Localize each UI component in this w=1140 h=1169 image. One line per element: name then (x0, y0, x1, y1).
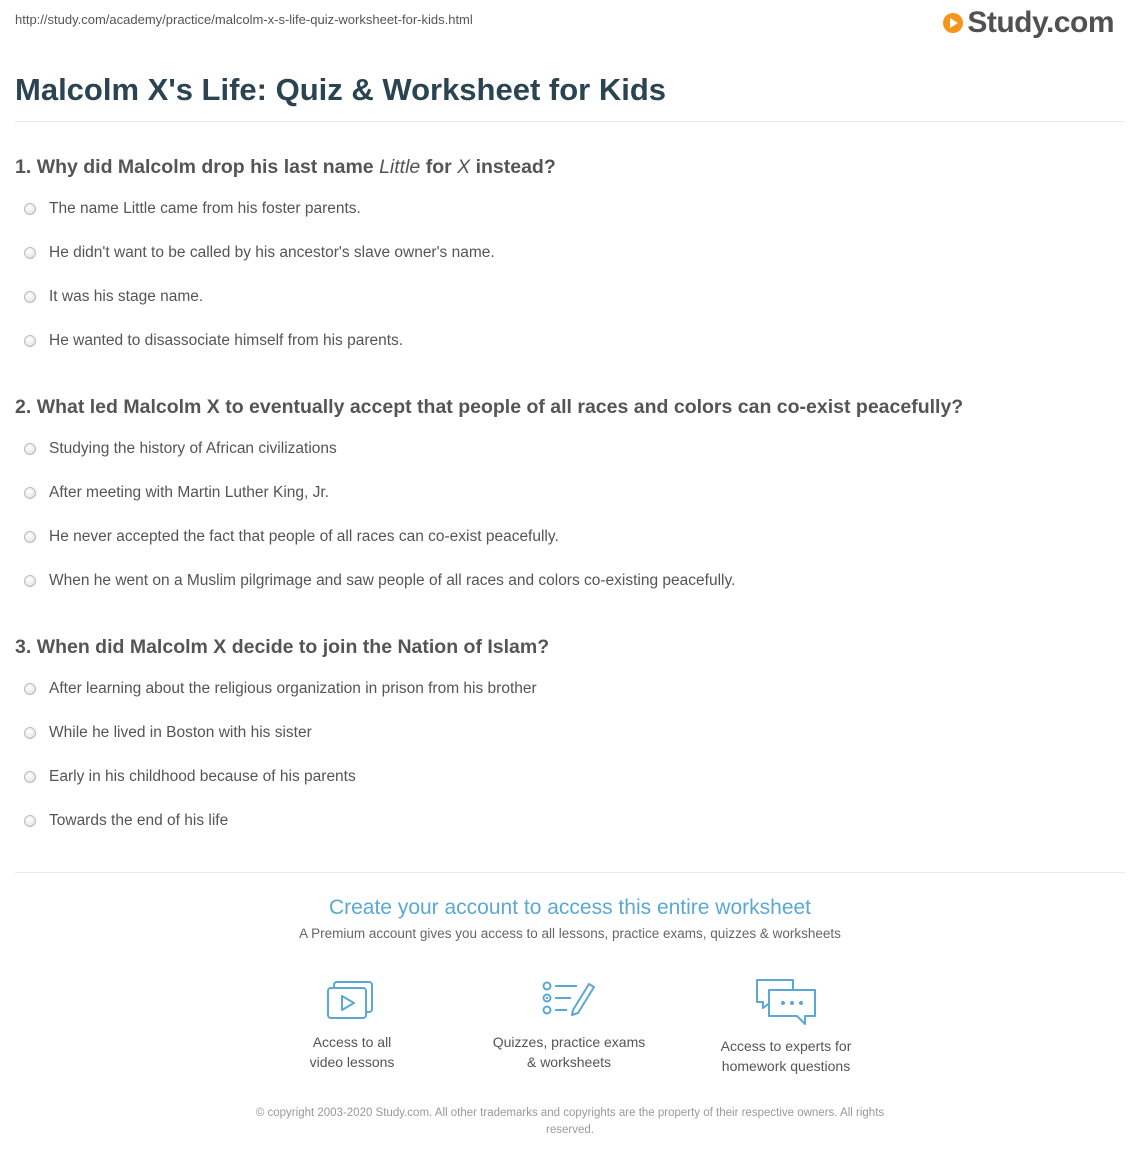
radio-button[interactable] (24, 815, 36, 827)
video-lessons-icon (322, 976, 382, 1024)
radio-button[interactable] (24, 247, 36, 259)
radio-button[interactable] (24, 335, 36, 347)
option-label: It was his stage name. (49, 288, 204, 305)
feature-line: & worksheets (526, 1054, 612, 1070)
title-divider (15, 121, 1125, 122)
radio-button[interactable] (24, 443, 36, 455)
feature-video-lessons (252, 976, 452, 1072)
study-logo[interactable] (943, 6, 1114, 40)
answer-option[interactable] (24, 200, 361, 218)
answer-option[interactable] (24, 244, 495, 262)
answer-option[interactable] (24, 572, 735, 590)
answer-option[interactable] (24, 724, 312, 742)
answer-option[interactable] (24, 680, 537, 698)
page-title: Malcolm X's Life: Quiz & Worksheet for Kids (15, 72, 667, 107)
option-label: Early in his childhood because of his parents (49, 768, 356, 785)
option-label: When he went on a Muslim pilgrimage and saw people of all races and colors co-existing peacefully. (49, 572, 736, 589)
radio-button[interactable] (24, 771, 36, 783)
option-label: While he lived in Boston with his sister (49, 724, 312, 741)
page-url: http://study.com/academy/practice/malcolm-x-s-life-quiz-worksheet-for-kids.html (15, 12, 473, 27)
radio-button[interactable] (24, 291, 36, 303)
feature-quizzes (469, 976, 669, 1072)
question-2 (15, 396, 963, 419)
question-1 (15, 156, 556, 179)
answer-option[interactable] (24, 812, 228, 830)
option-label: After meeting with Martin Luther King, Jr. (49, 484, 329, 501)
radio-button[interactable] (24, 683, 36, 695)
question-italic: X (457, 156, 471, 178)
answer-option[interactable] (24, 288, 203, 306)
question-text: What led Malcolm X to eventually accept that people of all races and colors can co-exist peacefully? (36, 396, 964, 418)
radio-button[interactable] (24, 531, 36, 543)
answer-option[interactable] (24, 440, 337, 458)
radio-button[interactable] (24, 575, 36, 587)
question-text: for (425, 156, 452, 178)
option-label: After learning about the religious organization in prison from his brother (49, 680, 537, 697)
answer-option[interactable] (24, 768, 356, 786)
question-italic: Little (379, 156, 421, 178)
radio-button[interactable] (24, 727, 36, 739)
question-3 (15, 636, 549, 659)
cta-divider (15, 872, 1125, 873)
option-label: Towards the end of his life (49, 812, 229, 829)
question-text: Why did Malcolm drop his last name (36, 156, 374, 178)
question-text: When did Malcolm X decide to join the Nation of Islam? (36, 636, 550, 658)
play-logo-icon (943, 13, 963, 33)
copyright-notice (210, 1105, 930, 1139)
option-label: He never accepted the fact that people of all races can co-exist peacefully. (49, 528, 559, 545)
answer-option[interactable] (24, 484, 329, 502)
feature-line: video lessons (309, 1054, 395, 1070)
option-label: He didn't want to be called by his ancestor's slave owner's name. (49, 244, 495, 261)
quiz-checklist-icon (539, 976, 599, 1024)
question-number: 1. (15, 156, 32, 178)
radio-button[interactable] (24, 487, 36, 499)
cta-title-link[interactable]: Create your account to access this entire worksheet (328, 896, 812, 919)
chat-bubbles-icon (753, 976, 819, 1028)
answer-option[interactable] (24, 332, 403, 350)
feature-line: Access to experts for (720, 1038, 852, 1054)
feature-line: Access to all (312, 1034, 392, 1050)
option-label: The name Little came from his foster parents. (49, 200, 361, 217)
question-number: 2. (15, 396, 32, 418)
copyright-line: © copyright 2003-2020 Study.com. All other trademarks and copyrights are the property of their respective owners. All rights (255, 1107, 885, 1119)
option-label: He wanted to disassociate himself from his parents. (49, 332, 404, 349)
option-label: Studying the history of African civilizations (49, 440, 337, 457)
question-text: instead? (475, 156, 556, 178)
feature-line: homework questions (721, 1058, 851, 1074)
answer-option[interactable] (24, 528, 559, 546)
copyright-line: reserved. (546, 1124, 594, 1136)
radio-button[interactable] (24, 203, 36, 215)
question-number: 3. (15, 636, 32, 658)
logo-text: Study.com (967, 6, 1114, 39)
cta-subtitle: A Premium account gives you access to all lessons, practice exams, quizzes & worksheets (299, 926, 841, 941)
feature-experts (686, 976, 886, 1076)
feature-line: Quizzes, practice exams (492, 1034, 646, 1050)
